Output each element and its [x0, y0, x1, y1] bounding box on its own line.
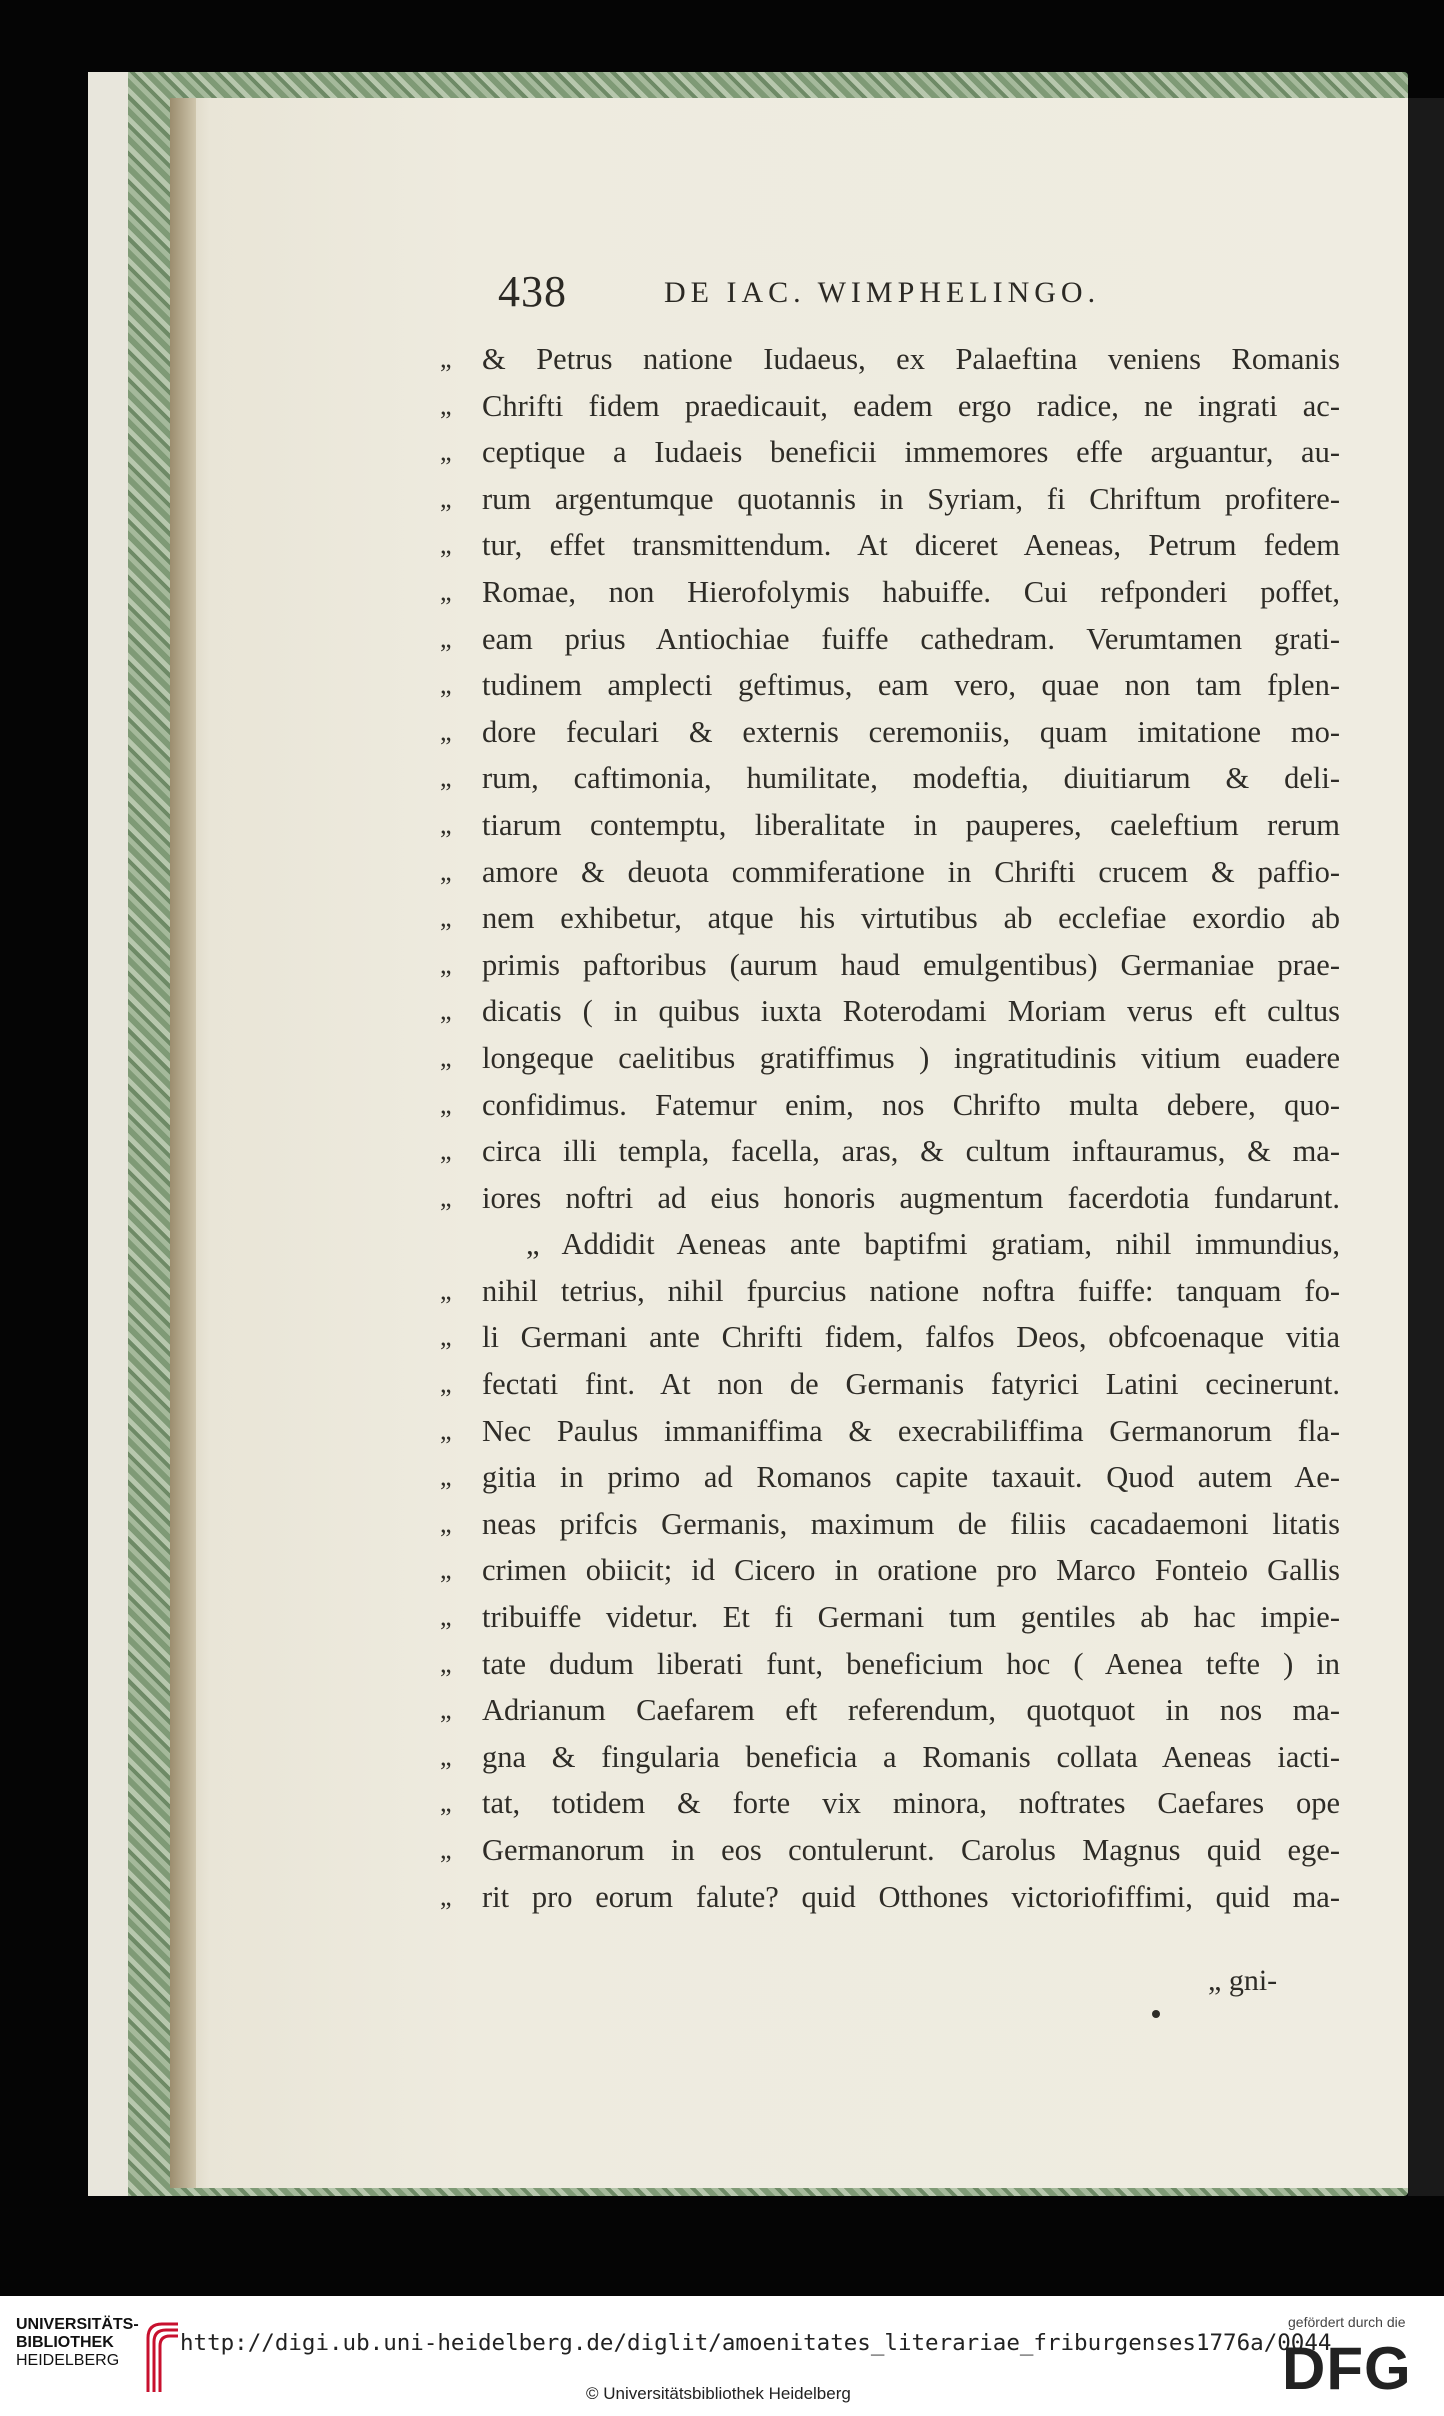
- ink-dot: [1152, 2010, 1160, 2018]
- quote-mark: „: [440, 903, 452, 933]
- line-text: eam prius Antiochiae fuiffe cathedram. Verumtamen grati-: [482, 621, 1340, 656]
- text-line: [440, 1874, 1340, 1921]
- quote-mark: „: [440, 670, 452, 700]
- quote-mark: „: [440, 623, 452, 653]
- quote-mark: „: [440, 483, 452, 513]
- text-line: [440, 709, 1340, 756]
- quote-mark: „: [440, 1275, 452, 1305]
- text-line: [440, 755, 1340, 802]
- text-line: [440, 1082, 1340, 1129]
- quote-mark: „: [440, 809, 452, 839]
- line-text: Germanorum in eos contulerunt. Carolus Magnus quid ege-: [482, 1833, 1340, 1867]
- quote-mark: „: [440, 1788, 452, 1818]
- line-text: nihil tetrius, nihil fpurcius natione noftra fuiffe: tanquam fo-: [482, 1273, 1340, 1308]
- text-line: [440, 1175, 1340, 1222]
- quote-mark: „: [440, 949, 452, 979]
- text-line: [440, 1361, 1340, 1408]
- dfg-logo: DFG: [1282, 2335, 1412, 2402]
- quote-mark: „: [440, 1555, 452, 1585]
- line-text: iores noftri ad eius honoris augmentum facerdotia fundarunt.: [482, 1180, 1340, 1215]
- quote-mark: „: [440, 344, 452, 373]
- library-logo-text: [16, 2316, 139, 2370]
- text-line: [440, 1594, 1340, 1641]
- quote-mark: „: [440, 1182, 452, 1212]
- page-header: [498, 266, 1358, 326]
- quote-mark: „: [440, 996, 452, 1026]
- quote-mark: „: [440, 763, 452, 793]
- text-line: [440, 942, 1340, 989]
- permalink-url[interactable]: http://digi.ub.uni-heidelberg.de/diglit/amoenitates_literariae_friburgenses1776a/0044: [180, 2330, 1332, 2356]
- gutter-shadow: [170, 98, 196, 2188]
- line-text: dicatis ( in quibus iuxta Roterodami Moriam verus eft cultus: [482, 994, 1340, 1029]
- line-text: longeque caelitibus gratiffimus ) ingratitudinis vitium euadere: [482, 1040, 1340, 1075]
- line-text: circa illi templa, facella, aras, & cultum inftauramus, & ma-: [482, 1134, 1340, 1169]
- line-text: nem exhibetur, atque his virtutibus ab ecclefiae exordio ab: [482, 901, 1340, 936]
- copyright-notice: © Universitätsbibliothek Heidelberg: [586, 2384, 851, 2403]
- library-line-2: BIBLIOTHEK: [16, 2334, 114, 2351]
- text-line: [440, 1501, 1340, 1548]
- line-text: li Germani ante Chrifti fidem, falfos Deos, obfcoenaque vitia: [482, 1320, 1340, 1355]
- text-line: [440, 1827, 1340, 1874]
- text-line: [440, 476, 1340, 523]
- text-line: [440, 522, 1340, 569]
- line-text: primis paftoribus (aurum haud emulgentibus) Germaniae prae-: [482, 947, 1340, 982]
- quote-mark: „: [440, 390, 452, 420]
- line-text: rum, caftimonia, humilitate, modeftia, diuitiarum & deli-: [482, 761, 1340, 796]
- line-text: tat, totidem & forte vix minora, noftrates Caefares ope: [482, 1786, 1340, 1821]
- quote-mark: „: [440, 1508, 452, 1538]
- quote-mark: „: [440, 1648, 452, 1678]
- text-line: [440, 1687, 1340, 1734]
- quote-mark: „: [440, 1602, 452, 1632]
- body-text: [440, 336, 1340, 1920]
- text-line: [440, 1547, 1340, 1594]
- quote-mark: „: [440, 1695, 452, 1725]
- quote-mark: „: [440, 530, 452, 560]
- line-text: Chrifti fidem praedicauit, eadem ergo radice, ne ingrati ac-: [482, 388, 1340, 423]
- line-text: tate dudum liberati funt, beneficium hoc ( Aenea tefte ) in: [482, 1646, 1340, 1681]
- text-line: [440, 336, 1340, 383]
- text-line: [440, 429, 1340, 476]
- text-line: [440, 1408, 1340, 1455]
- line-text: rit pro eorum falute? quid Otthones victoriofiffimi, quid ma-: [482, 1879, 1340, 1914]
- line-text: gna & fingularia beneficia a Romanis collata Aeneas iacti-: [482, 1739, 1340, 1774]
- quote-mark: „: [440, 1741, 452, 1771]
- cover-edge: [88, 72, 128, 2196]
- line-text: neas prifcis Germanis, maximum de filiis cacadaemoni litatis: [482, 1506, 1340, 1541]
- quote-mark: „: [440, 716, 452, 746]
- quote-mark: „: [440, 576, 452, 606]
- text-line: [440, 1780, 1340, 1827]
- line-text: Nec Paulus immaniffima & execrabiliffima Germanorum fla-: [482, 1413, 1340, 1448]
- quote-mark: „: [440, 1415, 452, 1445]
- library-line-1: UNIVERSITÄTS-: [16, 2316, 139, 2333]
- text-line: [440, 1314, 1340, 1361]
- line-text: fectati fint. At non de Germanis fatyrici Latini cecinerunt.: [482, 1367, 1340, 1402]
- line-text: ceptique a Iudaeis beneficii immemores effe arguantur, au-: [482, 435, 1340, 470]
- library-line-3: HEIDELBERG: [16, 2352, 120, 2369]
- quote-mark: „: [440, 1042, 452, 1072]
- line-text: Adrianum Caefarem eft referendum, quotquot in nos ma-: [482, 1693, 1340, 1728]
- quote-mark: „: [440, 437, 452, 467]
- page-number: 438: [498, 267, 567, 316]
- quote-mark: „: [440, 1136, 452, 1166]
- quote-mark: „: [440, 1835, 452, 1864]
- line-text: Romae, non Hierofolymis habuiffe. Cui refponderi poffet,: [482, 574, 1340, 609]
- quote-mark: „: [440, 1089, 452, 1119]
- text-line: [440, 1641, 1340, 1688]
- text-line: [440, 569, 1340, 616]
- text-line: [440, 988, 1340, 1035]
- text-line: [440, 1035, 1340, 1082]
- line-text: rum argentumque quotannis in Syriam, fi Chriftum profitere-: [482, 481, 1340, 516]
- line-text: amore & deuota commiferatione in Chrifti crucem & paffio-: [482, 854, 1340, 889]
- running-head: DE IAC. WIMPHELINGO.: [664, 276, 1101, 309]
- text-line: [440, 1221, 1340, 1268]
- catchword: „ gni-: [1208, 1964, 1278, 1997]
- line-text: „ Addidit Aeneas ante baptifmi gratiam, nihil immundius,: [526, 1227, 1340, 1262]
- quote-mark: „: [440, 1881, 452, 1911]
- funding-note: gefördert durch die: [1288, 2314, 1406, 2330]
- line-text: tribuiffe videtur. Et fi Germani tum gentiles ab hac impie-: [482, 1600, 1340, 1635]
- text-line: [440, 895, 1340, 942]
- line-text: tiarum contemptu, liberalitate in pauperes, caeleftium rerum: [482, 807, 1340, 842]
- line-text: & Petrus natione Iudaeus, ex Palaeftina veniens Romanis: [482, 342, 1340, 376]
- text-line: [440, 616, 1340, 663]
- text-line: [440, 1128, 1340, 1175]
- text-line: [440, 1734, 1340, 1781]
- line-text: tudinem amplecti geftimus, eam vero, quae non tam fplen-: [482, 668, 1340, 703]
- text-line: [440, 849, 1340, 896]
- quote-mark: „: [440, 856, 452, 886]
- text-line: [440, 1454, 1340, 1501]
- line-text: crimen obiicit; id Cicero in oratione pro Marco Fonteio Gallis: [482, 1553, 1340, 1588]
- text-line: [440, 802, 1340, 849]
- text-line: [440, 662, 1340, 709]
- text-line: [440, 383, 1340, 430]
- library-emblem-icon: [142, 2318, 182, 2398]
- quote-mark: „: [440, 1322, 452, 1352]
- line-text: tur, effet transmittendum. At diceret Aeneas, Petrum fedem: [482, 528, 1340, 563]
- text-line: [440, 1268, 1340, 1315]
- quote-mark: „: [440, 1462, 452, 1492]
- line-text: dore feculari & externis ceremoniis, quam imitatione mo-: [482, 714, 1340, 749]
- line-text: gitia in primo ad Romanos capite taxauit. Quod autem Ae-: [482, 1460, 1340, 1495]
- right-edge: [1408, 98, 1444, 2196]
- line-text: confidimus. Fatemur enim, nos Chrifto multa debere, quo-: [482, 1087, 1340, 1122]
- quote-mark: „: [440, 1369, 452, 1399]
